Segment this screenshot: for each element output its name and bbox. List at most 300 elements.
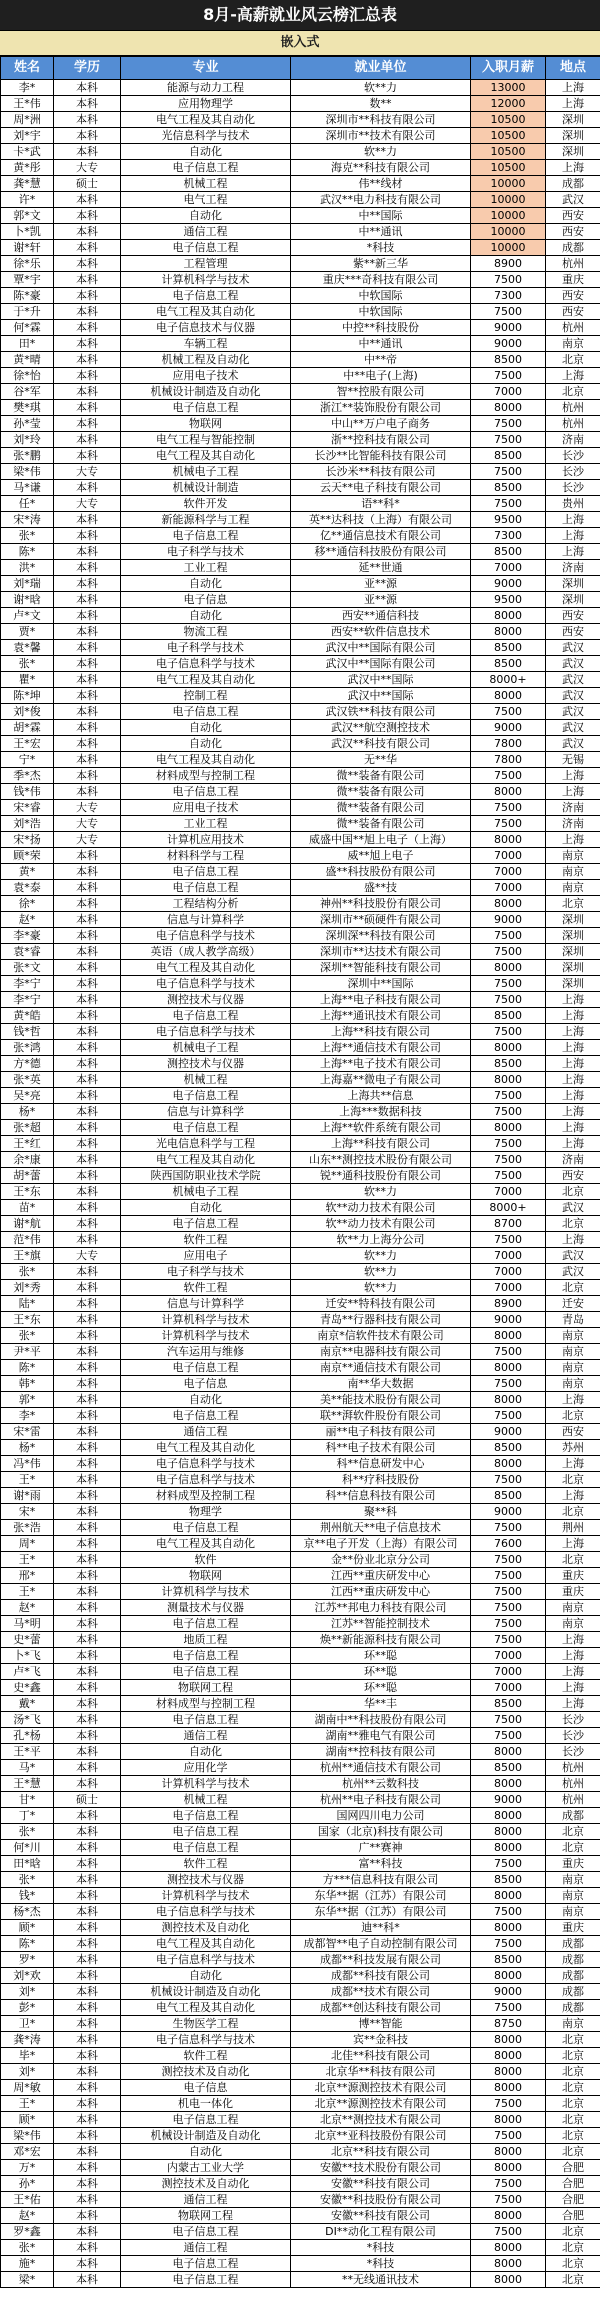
cell-employer[interactable]: 盛**技 — [291, 880, 471, 896]
cell-major[interactable]: 电气工程及其自动化 — [121, 2000, 291, 2016]
cell-major[interactable]: 电子信息工程 — [121, 528, 291, 544]
cell-education[interactable]: 大专 — [54, 496, 121, 512]
cell-location[interactable]: 南京 — [546, 1904, 600, 1920]
cell-location[interactable]: 北京 — [546, 1184, 600, 1200]
cell-name[interactable]: 马*谦 — [1, 480, 54, 496]
cell-education[interactable]: 本科 — [54, 1568, 121, 1584]
cell-major[interactable]: 电子信息工程 — [121, 1616, 291, 1632]
cell-name[interactable]: 余*康 — [1, 1152, 54, 1168]
cell-education[interactable]: 本科 — [54, 1280, 121, 1296]
cell-major[interactable]: 计算机科学与技术 — [121, 1888, 291, 1904]
cell-major[interactable]: 物联网 — [121, 416, 291, 432]
cell-location[interactable]: 深圳 — [546, 912, 600, 928]
cell-employer[interactable]: 湖南**雅电气有限公司 — [291, 1728, 471, 1744]
cell-employer[interactable]: 山东**测控技术股份有限公司 — [291, 1152, 471, 1168]
cell-employer[interactable]: 环**聪 — [291, 1648, 471, 1664]
cell-employer[interactable]: *科技 — [291, 240, 471, 256]
cell-location[interactable]: 北京 — [546, 2064, 600, 2080]
cell-major[interactable]: 电子信息科学与技术 — [121, 2032, 291, 2048]
cell-location[interactable]: 济南 — [546, 800, 600, 816]
cell-education[interactable]: 本科 — [54, 480, 121, 496]
cell-name[interactable]: 黄*皓 — [1, 1008, 54, 1024]
cell-name[interactable]: 王*东 — [1, 1184, 54, 1200]
header-location[interactable]: 地点 — [546, 57, 600, 80]
cell-education[interactable]: 本科 — [54, 1120, 121, 1136]
cell-education[interactable]: 本科 — [54, 288, 121, 304]
cell-name[interactable]: 陈* — [1, 1936, 54, 1952]
cell-education[interactable]: 本科 — [54, 1312, 121, 1328]
cell-education[interactable]: 本科 — [54, 1184, 121, 1200]
cell-education[interactable]: 本科 — [54, 1776, 121, 1792]
cell-education[interactable]: 本科 — [54, 768, 121, 784]
cell-salary[interactable]: 7500 — [471, 368, 546, 384]
cell-location[interactable]: 上海 — [546, 784, 600, 800]
cell-major[interactable]: 电气工程及其自动化 — [121, 672, 291, 688]
cell-employer[interactable]: 北京**测控技术有限公司 — [291, 2112, 471, 2128]
cell-location[interactable]: 深圳 — [546, 944, 600, 960]
cell-location[interactable]: 西安 — [546, 624, 600, 640]
cell-name[interactable]: 施* — [1, 2256, 54, 2272]
cell-major[interactable]: 自动化 — [121, 144, 291, 160]
cell-name[interactable]: 刘*秀 — [1, 1280, 54, 1296]
cell-education[interactable]: 本科 — [54, 1840, 121, 1856]
cell-major[interactable]: 电子信息技术与仪器 — [121, 320, 291, 336]
cell-employer[interactable]: 富**科技 — [291, 1856, 471, 1872]
cell-location[interactable]: 武汉 — [546, 192, 600, 208]
cell-name[interactable]: 王*佑 — [1, 2192, 54, 2208]
cell-major[interactable]: 自动化 — [121, 1200, 291, 1216]
cell-education[interactable]: 本科 — [54, 2176, 121, 2192]
cell-major[interactable]: 测控技术及自动化 — [121, 1920, 291, 1936]
cell-education[interactable]: 本科 — [54, 672, 121, 688]
cell-education[interactable]: 本科 — [54, 864, 121, 880]
cell-employer[interactable]: 亚**源 — [291, 576, 471, 592]
cell-major[interactable]: 电子信息工程 — [121, 2256, 291, 2272]
cell-education[interactable]: 硕士 — [54, 176, 121, 192]
cell-location[interactable]: 西安 — [546, 224, 600, 240]
cell-employer[interactable]: 神州**科技股份有限公司 — [291, 896, 471, 912]
cell-name[interactable]: 韩* — [1, 1376, 54, 1392]
cell-location[interactable]: 杭州 — [546, 1792, 600, 1808]
cell-location[interactable]: 深圳 — [546, 976, 600, 992]
cell-name[interactable]: 刘*宇 — [1, 128, 54, 144]
cell-location[interactable]: 北京 — [546, 2272, 600, 2288]
cell-name[interactable]: 龚*慧 — [1, 176, 54, 192]
cell-major[interactable]: 机械电子工程 — [121, 1184, 291, 1200]
cell-salary[interactable]: 8000 — [471, 1968, 546, 1984]
cell-name[interactable]: 谢*晗 — [1, 592, 54, 608]
cell-name[interactable]: 徐* — [1, 896, 54, 912]
cell-education[interactable]: 本科 — [54, 192, 121, 208]
cell-education[interactable]: 本科 — [54, 896, 121, 912]
cell-employer[interactable]: 中**电子(上海) — [291, 368, 471, 384]
cell-major[interactable]: 软件工程 — [121, 1280, 291, 1296]
cell-major[interactable]: 电子信息工程 — [121, 2272, 291, 2288]
cell-major[interactable]: 电气工程及其自动化 — [121, 1536, 291, 1552]
cell-education[interactable]: 本科 — [54, 2272, 121, 2288]
cell-major[interactable]: 材料成型与控制工程 — [121, 768, 291, 784]
cell-location[interactable]: 上海 — [546, 1056, 600, 1072]
cell-name[interactable]: 徐*怡 — [1, 368, 54, 384]
cell-major[interactable]: 通信工程 — [121, 224, 291, 240]
cell-location[interactable]: 成都 — [546, 1984, 600, 2000]
cell-location[interactable]: 北京 — [546, 1824, 600, 1840]
cell-education[interactable]: 本科 — [54, 96, 121, 112]
cell-education[interactable]: 本科 — [54, 432, 121, 448]
cell-major[interactable]: 自动化 — [121, 1392, 291, 1408]
cell-employer[interactable]: 微**装备有限公司 — [291, 768, 471, 784]
cell-name[interactable]: 杨* — [1, 1104, 54, 1120]
cell-location[interactable]: 迁安 — [546, 1296, 600, 1312]
cell-employer[interactable]: 上海**科技有限公司 — [291, 1024, 471, 1040]
cell-employer[interactable]: 上海嘉**微电子有限公司 — [291, 1072, 471, 1088]
cell-employer[interactable]: 武汉中**国际有限公司 — [291, 656, 471, 672]
cell-salary[interactable]: 8000 — [471, 400, 546, 416]
cell-name[interactable]: 贾* — [1, 624, 54, 640]
cell-name[interactable]: 钱*哲 — [1, 1024, 54, 1040]
cell-major[interactable]: 机械设计制造及自动化 — [121, 384, 291, 400]
cell-education[interactable]: 本科 — [54, 848, 121, 864]
cell-employer[interactable]: 方***信息科技有限公司 — [291, 1872, 471, 1888]
cell-location[interactable]: 南京 — [546, 1888, 600, 1904]
cell-salary[interactable]: 7500 — [471, 816, 546, 832]
cell-education[interactable]: 本科 — [54, 1632, 121, 1648]
cell-location[interactable]: 无锡 — [546, 752, 600, 768]
cell-location[interactable]: 济南 — [546, 1152, 600, 1168]
cell-name[interactable]: 王*平 — [1, 1744, 54, 1760]
cell-employer[interactable]: 上海***数据科技 — [291, 1104, 471, 1120]
cell-name[interactable]: 汤*飞 — [1, 1712, 54, 1728]
cell-name[interactable]: 彭* — [1, 2000, 54, 2016]
cell-name[interactable]: 张*英 — [1, 1072, 54, 1088]
cell-salary[interactable]: 7000 — [471, 1680, 546, 1696]
cell-education[interactable]: 本科 — [54, 1520, 121, 1536]
cell-major[interactable]: 自动化 — [121, 1744, 291, 1760]
cell-salary[interactable]: 8000+ — [471, 1200, 546, 1216]
cell-employer[interactable]: 丽**电子科技有限公司 — [291, 1424, 471, 1440]
cell-employer[interactable]: 盛**科技股份有限公司 — [291, 864, 471, 880]
cell-education[interactable]: 本科 — [54, 784, 121, 800]
cell-education[interactable]: 本科 — [54, 2224, 121, 2240]
cell-salary[interactable]: 7500 — [471, 1632, 546, 1648]
cell-salary[interactable]: 7500 — [471, 1152, 546, 1168]
cell-salary[interactable]: 7500 — [471, 1712, 546, 1728]
cell-major[interactable]: 自动化 — [121, 208, 291, 224]
cell-employer[interactable]: 南京*信软件技术有限公司 — [291, 1328, 471, 1344]
cell-employer[interactable]: 上海**软件系统有限公司 — [291, 1120, 471, 1136]
cell-location[interactable]: 上海 — [546, 528, 600, 544]
cell-major[interactable]: 机械工程 — [121, 1072, 291, 1088]
cell-major[interactable]: 机械设计制造及自动化 — [121, 2128, 291, 2144]
cell-name[interactable]: 李* — [1, 80, 54, 96]
cell-employer[interactable]: 上海**电子技术有限公司 — [291, 1056, 471, 1072]
cell-employer[interactable]: 博**智能 — [291, 2016, 471, 2032]
cell-name[interactable]: 龚*涛 — [1, 2032, 54, 2048]
cell-education[interactable]: 本科 — [54, 1072, 121, 1088]
cell-major[interactable]: 电子信息科学与技术 — [121, 1456, 291, 1472]
cell-major[interactable]: 光信息科学与技术 — [121, 128, 291, 144]
cell-name[interactable]: 宋*睿 — [1, 800, 54, 816]
cell-name[interactable]: 胡*蕾 — [1, 1168, 54, 1184]
cell-employer[interactable]: 南**华大数据 — [291, 1376, 471, 1392]
cell-major[interactable]: 电子信息工程 — [121, 240, 291, 256]
cell-name[interactable]: 宋*涛 — [1, 512, 54, 528]
cell-major[interactable]: 光电信息科学与工程 — [121, 1136, 291, 1152]
cell-employer[interactable]: 微**装备有限公司 — [291, 800, 471, 816]
cell-education[interactable]: 本科 — [54, 2080, 121, 2096]
cell-employer[interactable]: 威盛中国**旭上电子（上海） — [291, 832, 471, 848]
cell-salary[interactable]: 9000 — [471, 720, 546, 736]
cell-name[interactable]: 田*晗 — [1, 1856, 54, 1872]
cell-major[interactable]: 电子信息工程 — [121, 704, 291, 720]
cell-name[interactable]: 梁*伟 — [1, 464, 54, 480]
cell-name[interactable]: 万* — [1, 2160, 54, 2176]
cell-employer[interactable]: 锐**通科技股份有限公司 — [291, 1168, 471, 1184]
cell-employer[interactable]: 上海**通讯技术有限公司 — [291, 1008, 471, 1024]
cell-education[interactable]: 本科 — [54, 912, 121, 928]
cell-location[interactable]: 深圳 — [546, 576, 600, 592]
cell-education[interactable]: 大专 — [54, 160, 121, 176]
cell-salary[interactable]: 8000 — [471, 2032, 546, 2048]
cell-major[interactable]: 电子信息科学与技术 — [121, 1904, 291, 1920]
cell-employer[interactable]: 京**电子开发（上海）有限公司 — [291, 1536, 471, 1552]
cell-employer[interactable]: 安徽**技术股份有限公司 — [291, 2160, 471, 2176]
cell-salary[interactable]: 10000 — [471, 208, 546, 224]
cell-salary[interactable]: 8500 — [471, 656, 546, 672]
cell-name[interactable]: 黄* — [1, 864, 54, 880]
cell-major[interactable]: 自动化 — [121, 736, 291, 752]
cell-salary[interactable]: 7500 — [471, 1520, 546, 1536]
cell-location[interactable]: 武汉 — [546, 688, 600, 704]
cell-salary[interactable]: 8500 — [471, 1440, 546, 1456]
cell-major[interactable]: 电子信息工程 — [121, 864, 291, 880]
cell-location[interactable]: 苏州 — [546, 1440, 600, 1456]
cell-name[interactable]: 吴*亮 — [1, 1088, 54, 1104]
cell-name[interactable]: 冯*伟 — [1, 1456, 54, 1472]
cell-employer[interactable]: 深圳中**国际 — [291, 976, 471, 992]
cell-location[interactable]: 合肥 — [546, 2192, 600, 2208]
cell-major[interactable]: 电子信息工程 — [121, 1648, 291, 1664]
cell-name[interactable]: 王*宏 — [1, 736, 54, 752]
cell-name[interactable]: 卡*武 — [1, 144, 54, 160]
cell-employer[interactable]: 宾**金科技 — [291, 2032, 471, 2048]
cell-salary[interactable]: 7500 — [471, 496, 546, 512]
cell-location[interactable]: 重庆 — [546, 1568, 600, 1584]
cell-location[interactable]: 济南 — [546, 560, 600, 576]
cell-name[interactable]: 卜*飞 — [1, 1648, 54, 1664]
cell-education[interactable]: 本科 — [54, 2064, 121, 2080]
cell-major[interactable]: 计算机科学与技术 — [121, 1312, 291, 1328]
cell-location[interactable]: 西安 — [546, 304, 600, 320]
cell-major[interactable]: 应用电子技术 — [121, 800, 291, 816]
cell-name[interactable]: 钱* — [1, 1888, 54, 1904]
cell-salary[interactable]: 10500 — [471, 160, 546, 176]
cell-major[interactable]: 生物医学工程 — [121, 2016, 291, 2032]
cell-salary[interactable]: 13000 — [471, 80, 546, 96]
cell-employer[interactable]: 南京**通信技术有限公司 — [291, 1360, 471, 1376]
cell-employer[interactable]: 东华**据（江苏）有限公司 — [291, 1904, 471, 1920]
cell-major[interactable]: 自动化 — [121, 2144, 291, 2160]
cell-employer[interactable]: 东华**据（江苏）有限公司 — [291, 1888, 471, 1904]
cell-salary[interactable]: 7000 — [471, 1248, 546, 1264]
cell-major[interactable]: 电子信息工程 — [121, 1360, 291, 1376]
cell-location[interactable]: 武汉 — [546, 1200, 600, 1216]
cell-name[interactable]: 毕* — [1, 2048, 54, 2064]
cell-education[interactable]: 本科 — [54, 1536, 121, 1552]
cell-salary[interactable]: 8000 — [471, 1840, 546, 1856]
cell-major[interactable]: 车辆工程 — [121, 336, 291, 352]
cell-location[interactable]: 上海 — [546, 1008, 600, 1024]
cell-location[interactable]: 济南 — [546, 432, 600, 448]
cell-name[interactable]: 王*红 — [1, 1136, 54, 1152]
cell-salary[interactable]: 7500 — [471, 1584, 546, 1600]
cell-salary[interactable]: 7500 — [471, 704, 546, 720]
cell-major[interactable]: 电子信息工程 — [121, 784, 291, 800]
cell-salary[interactable]: 8500 — [471, 1008, 546, 1024]
cell-education[interactable]: 本科 — [54, 1232, 121, 1248]
cell-employer[interactable]: 深圳市**技术有限公司 — [291, 128, 471, 144]
cell-education[interactable]: 本科 — [54, 1088, 121, 1104]
cell-employer[interactable]: **无线通讯技术 — [291, 2272, 471, 2288]
cell-education[interactable]: 本科 — [54, 2128, 121, 2144]
cell-education[interactable]: 本科 — [54, 1344, 121, 1360]
cell-salary[interactable]: 7500 — [471, 2224, 546, 2240]
cell-name[interactable]: 陈* — [1, 1360, 54, 1376]
cell-location[interactable]: 成都 — [546, 176, 600, 192]
cell-location[interactable]: 上海 — [546, 1696, 600, 1712]
cell-employer[interactable]: 软**力上海分公司 — [291, 1232, 471, 1248]
cell-employer[interactable]: 移**通信科技股份有限公司 — [291, 544, 471, 560]
cell-education[interactable]: 本科 — [54, 1472, 121, 1488]
cell-location[interactable]: 杭州 — [546, 400, 600, 416]
cell-education[interactable]: 本科 — [54, 400, 121, 416]
cell-major[interactable]: 工程结构分析 — [121, 896, 291, 912]
cell-education[interactable]: 本科 — [54, 2000, 121, 2016]
cell-major[interactable]: 电子信息科学与技术 — [121, 928, 291, 944]
cell-employer[interactable]: 国网四川电力公司 — [291, 1808, 471, 1824]
cell-education[interactable]: 本科 — [54, 1264, 121, 1280]
cell-employer[interactable]: 紫**新三华 — [291, 256, 471, 272]
cell-education[interactable]: 本科 — [54, 336, 121, 352]
cell-location[interactable]: 青岛 — [546, 1312, 600, 1328]
cell-name[interactable]: 王* — [1, 1552, 54, 1568]
cell-name[interactable]: 刘*俊 — [1, 704, 54, 720]
cell-location[interactable]: 上海 — [546, 1632, 600, 1648]
cell-salary[interactable]: 7500 — [471, 1568, 546, 1584]
cell-location[interactable]: 合肥 — [546, 2160, 600, 2176]
cell-location[interactable]: 西安 — [546, 208, 600, 224]
cell-employer[interactable]: 数** — [291, 96, 471, 112]
cell-salary[interactable]: 10500 — [471, 128, 546, 144]
cell-salary[interactable]: 7500 — [471, 944, 546, 960]
cell-location[interactable]: 长沙 — [546, 1744, 600, 1760]
cell-employer[interactable]: 成都**创达科技有限公司 — [291, 2000, 471, 2016]
cell-salary[interactable]: 7500 — [471, 1904, 546, 1920]
cell-education[interactable]: 本科 — [54, 2160, 121, 2176]
cell-salary[interactable]: 8000 — [471, 2208, 546, 2224]
cell-location[interactable]: 成都 — [546, 2000, 600, 2016]
cell-salary[interactable]: 8700 — [471, 1216, 546, 1232]
cell-location[interactable]: 南京 — [546, 1600, 600, 1616]
cell-name[interactable]: 张* — [1, 1264, 54, 1280]
cell-salary[interactable]: 8000 — [471, 2240, 546, 2256]
cell-education[interactable]: 硕士 — [54, 1792, 121, 1808]
cell-name[interactable]: 邢* — [1, 1568, 54, 1584]
cell-name[interactable]: 赵* — [1, 2208, 54, 2224]
cell-major[interactable]: 汽车运用与维修 — [121, 1344, 291, 1360]
cell-location[interactable]: 上海 — [546, 1680, 600, 1696]
cell-location[interactable]: 北京 — [546, 2096, 600, 2112]
cell-major[interactable]: 新能源科学与工程 — [121, 512, 291, 528]
cell-name[interactable]: 刘*瑞 — [1, 576, 54, 592]
cell-employer[interactable]: 成都**技术有限公司 — [291, 1984, 471, 2000]
cell-salary[interactable]: 7500 — [471, 1600, 546, 1616]
cell-location[interactable]: 上海 — [546, 368, 600, 384]
cell-employer[interactable]: 上海**电子科技有限公司 — [291, 992, 471, 1008]
cell-education[interactable]: 本科 — [54, 1600, 121, 1616]
cell-employer[interactable]: 软**力 — [291, 1280, 471, 1296]
cell-name[interactable]: 丁* — [1, 1808, 54, 1824]
cell-major[interactable]: 测控技术与仪器 — [121, 1872, 291, 1888]
cell-salary[interactable]: 8000 — [471, 2080, 546, 2096]
cell-education[interactable]: 本科 — [54, 1488, 121, 1504]
cell-salary[interactable]: 7500 — [471, 992, 546, 1008]
cell-salary[interactable]: 9000 — [471, 1312, 546, 1328]
cell-location[interactable]: 南京 — [546, 1344, 600, 1360]
cell-name[interactable]: 陆* — [1, 1296, 54, 1312]
cell-salary[interactable]: 9000 — [471, 912, 546, 928]
cell-education[interactable]: 本科 — [54, 368, 121, 384]
cell-salary[interactable]: 7500 — [471, 416, 546, 432]
cell-name[interactable]: 孙* — [1, 2176, 54, 2192]
cell-location[interactable]: 南京 — [546, 864, 600, 880]
cell-salary[interactable]: 8500 — [471, 1760, 546, 1776]
cell-location[interactable]: 北京 — [546, 2032, 600, 2048]
cell-employer[interactable]: 金**份业北京分公司 — [291, 1552, 471, 1568]
cell-education[interactable]: 本科 — [54, 2032, 121, 2048]
cell-major[interactable]: 应用物理学 — [121, 96, 291, 112]
cell-salary[interactable]: 7500 — [471, 976, 546, 992]
cell-salary[interactable]: 10500 — [471, 112, 546, 128]
cell-name[interactable]: 周*洲 — [1, 112, 54, 128]
cell-employer[interactable]: 北京**亚科技股份有限公司 — [291, 2128, 471, 2144]
cell-location[interactable]: 北京 — [546, 1408, 600, 1424]
cell-location[interactable]: 武汉 — [546, 672, 600, 688]
cell-employer[interactable]: 华**丰 — [291, 1696, 471, 1712]
cell-salary[interactable]: 8000 — [471, 1120, 546, 1136]
cell-employer[interactable]: 长沙**比智能科技有限公司 — [291, 448, 471, 464]
cell-name[interactable]: 陈*豪 — [1, 288, 54, 304]
cell-name[interactable]: 袁*睿 — [1, 944, 54, 960]
cell-employer[interactable]: 英**达科技（上海）有限公司 — [291, 512, 471, 528]
cell-name[interactable]: 周*敏 — [1, 2080, 54, 2096]
cell-salary[interactable]: 8000 — [471, 1888, 546, 1904]
cell-location[interactable]: 长沙 — [546, 1728, 600, 1744]
cell-education[interactable]: 本科 — [54, 128, 121, 144]
cell-location[interactable]: 深圳 — [546, 928, 600, 944]
cell-salary[interactable]: 7500 — [471, 1408, 546, 1424]
cell-salary[interactable]: 7000 — [471, 1264, 546, 1280]
cell-major[interactable]: 自动化 — [121, 720, 291, 736]
cell-major[interactable]: 应用电子 — [121, 1248, 291, 1264]
cell-location[interactable]: 上海 — [546, 1040, 600, 1056]
cell-name[interactable]: 王* — [1, 1472, 54, 1488]
cell-location[interactable]: 杭州 — [546, 320, 600, 336]
cell-salary[interactable]: 8500 — [471, 640, 546, 656]
cell-location[interactable]: 北京 — [546, 2240, 600, 2256]
cell-major[interactable]: 机械工程 — [121, 176, 291, 192]
cell-name[interactable]: 史*蕾 — [1, 1632, 54, 1648]
